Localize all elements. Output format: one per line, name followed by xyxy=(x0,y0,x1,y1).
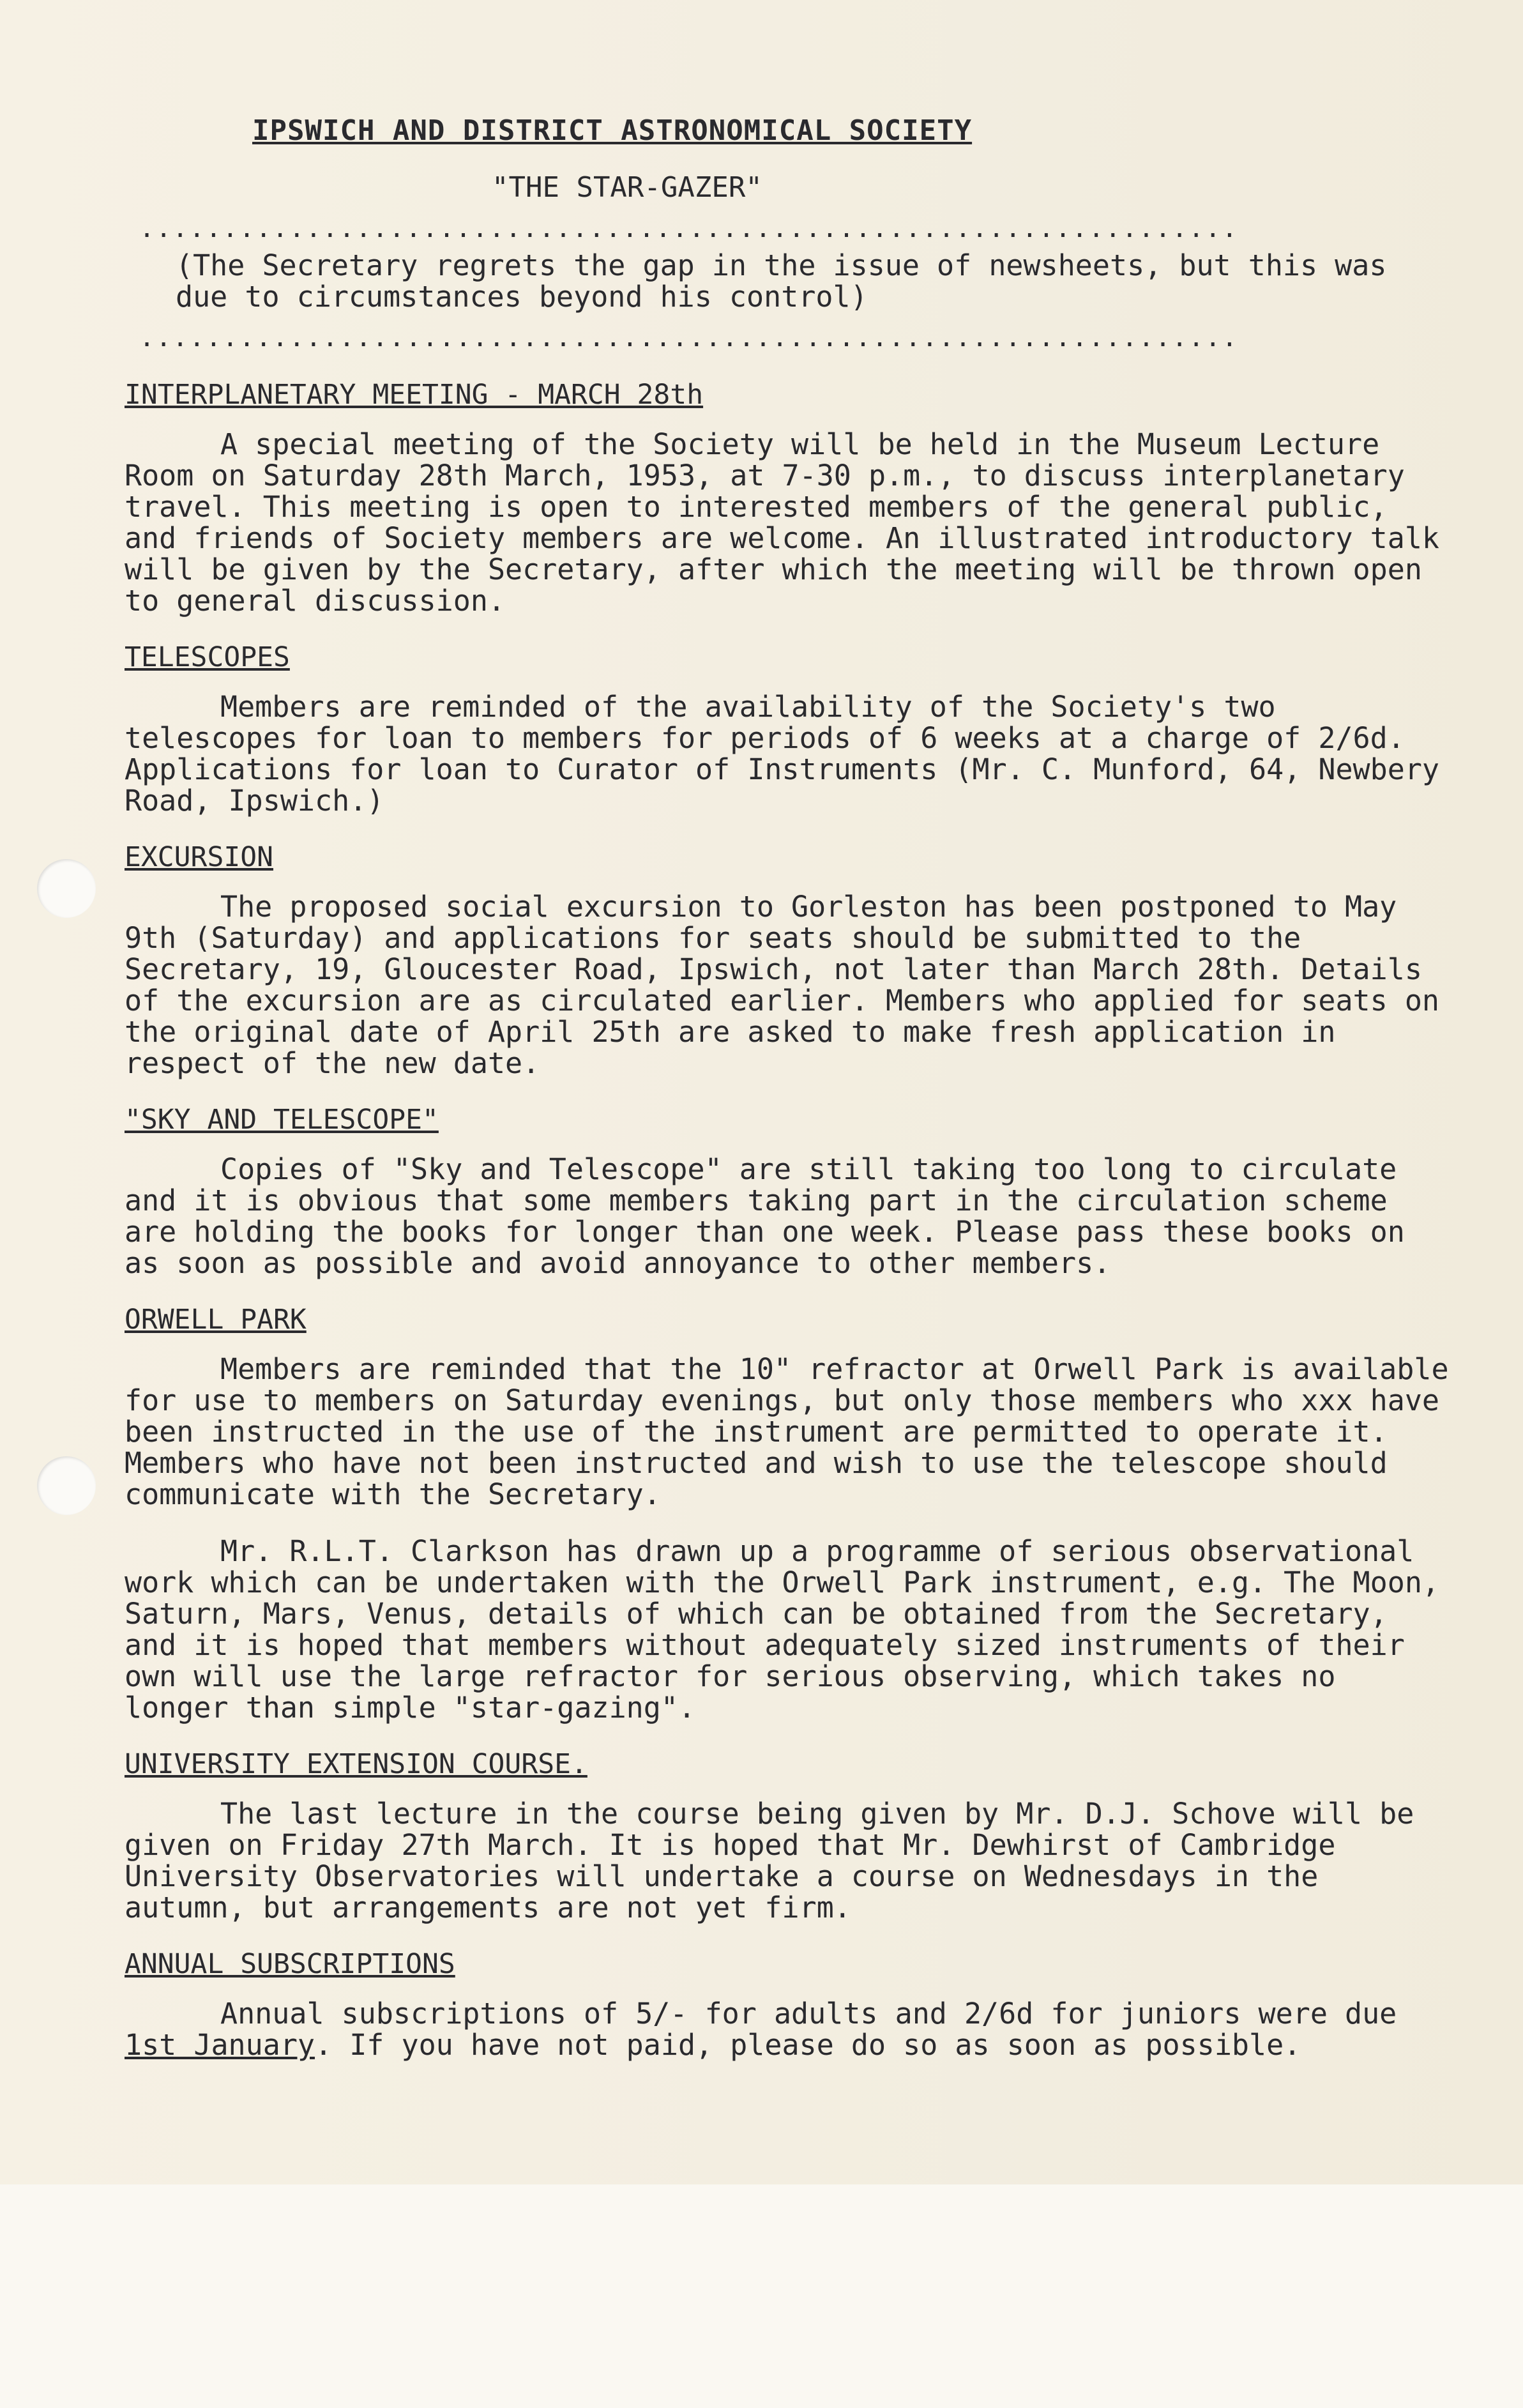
paragraph-orwell-park-refractor: Members are reminded that the 10" refractor at Orwell Park is available for use to members on Saturday evenings, but only those members who xxx have been instructed in the use of the instrument are permitted to operate it. Members who have not been instructed and wish to use the telescope should communicate with the Secretary. xyxy=(125,1352,1449,1511)
paragraph-sky-and-telescope: Copies of "Sky and Telescope" are still taking too long to circulate and it is obvious that some members taking part in the circulation scheme are holding the books for longer than one week. Please pass these books on as soon as possible and avoid annoyance to other members. xyxy=(125,1152,1405,1280)
paragraph-orwell-park-programme: Mr. R.L.T. Clarkson has drawn up a programme of serious observational work which can be undertaken with the Orwell Park instrument, e.g. The Moon, Saturn, Mars, Venus, details of which can be obtained from the Secretary, and it is hoped that members without adequately sized instruments of their own will use the large refractor for serious observing, which takes no longer than simple "star-gazing". xyxy=(125,1534,1440,1725)
paragraph-telescopes: Members are reminded of the availability of the Society's two telescopes for loan to members for periods of 6 weeks at a charge of 2/6d. Applications for loan to Curator of Instruments (Mr. C. Munford, 64, Newbery Road, Ipswich.) xyxy=(125,690,1440,818)
heading-excursion: EXCURSION xyxy=(125,841,273,873)
paragraph-university-extension: The last lecture in the course being given by Mr. D.J. Schove will be given on Friday 27th March. It is hoped that Mr. Dewhirst of Cambridge University Observatories will undertake a course on Wednesdays in the autumn, but arrangements are not yet firm. xyxy=(125,1797,1414,1924)
paragraph-interplanetary-meeting: A special meeting of the Society will be held in the Museum Lecture Room on Saturday 28th March, 1953, at 7-30 p.m., to discuss interplanetary travel. This meeting is open to interested members of the general public, and friends of Society members are welcome. An illustrated introductory talk will be given by the Secretary, after which the meeting will be thrown open to general discussion. xyxy=(125,427,1440,618)
newsletter-subtitle: "THE STAR-GAZER" xyxy=(492,171,762,204)
punch-hole-top xyxy=(37,859,96,918)
heading-university-extension: UNIVERSITY EXTENSION COURSE. xyxy=(125,1748,587,1780)
heading-interplanetary-meeting: INTERPLANETARY MEETING - MARCH 28th xyxy=(125,379,704,411)
heading-orwell-park: ORWELL PARK xyxy=(125,1304,307,1336)
paragraph-excursion: The proposed social excursion to Gorleston has been postponed to May 9th (Saturday) and applications for seats should be submitted to the Secretary, 19, Gloucester Road, Ipswich, not later than March 28th. Details of the excursion are as circulated earlier. Members who applied for seats on the original date of April 25th are asked to make fresh application in respect of the new date. xyxy=(125,890,1440,1080)
heading-sky-and-telescope: "SKY AND TELESCOPE" xyxy=(125,1104,439,1136)
subscriptions-text-start: Annual subscriptions of 5/- for adults and 2/6d for juniors were due xyxy=(220,1997,1397,2031)
subscriptions-due-date: 1st January xyxy=(125,2028,315,2062)
secretary-note: (The Secretary regrets the gap in the issue of newsheets, but this was due to circumstances beyond his control) xyxy=(176,248,1387,314)
society-title: IPSWICH AND DISTRICT ASTRONOMICAL SOCIETY xyxy=(252,114,973,147)
paragraph-annual-subscriptions xyxy=(125,1998,1453,2061)
heading-annual-subscriptions: ANNUAL SUBSCRIPTIONS xyxy=(125,1948,455,1980)
punch-hole-bottom xyxy=(37,1456,96,1515)
subscriptions-text-end: . If you have not paid, please do so as soon as possible. xyxy=(315,2028,1301,2062)
dotted-separator-top: .................................................................. xyxy=(139,214,1239,243)
dotted-separator-bottom: .................................................................. xyxy=(139,323,1239,353)
newsletter-body xyxy=(125,115,1453,2075)
page-bottom-strip xyxy=(0,2184,1523,2408)
heading-telescopes: TELESCOPES xyxy=(125,641,290,673)
